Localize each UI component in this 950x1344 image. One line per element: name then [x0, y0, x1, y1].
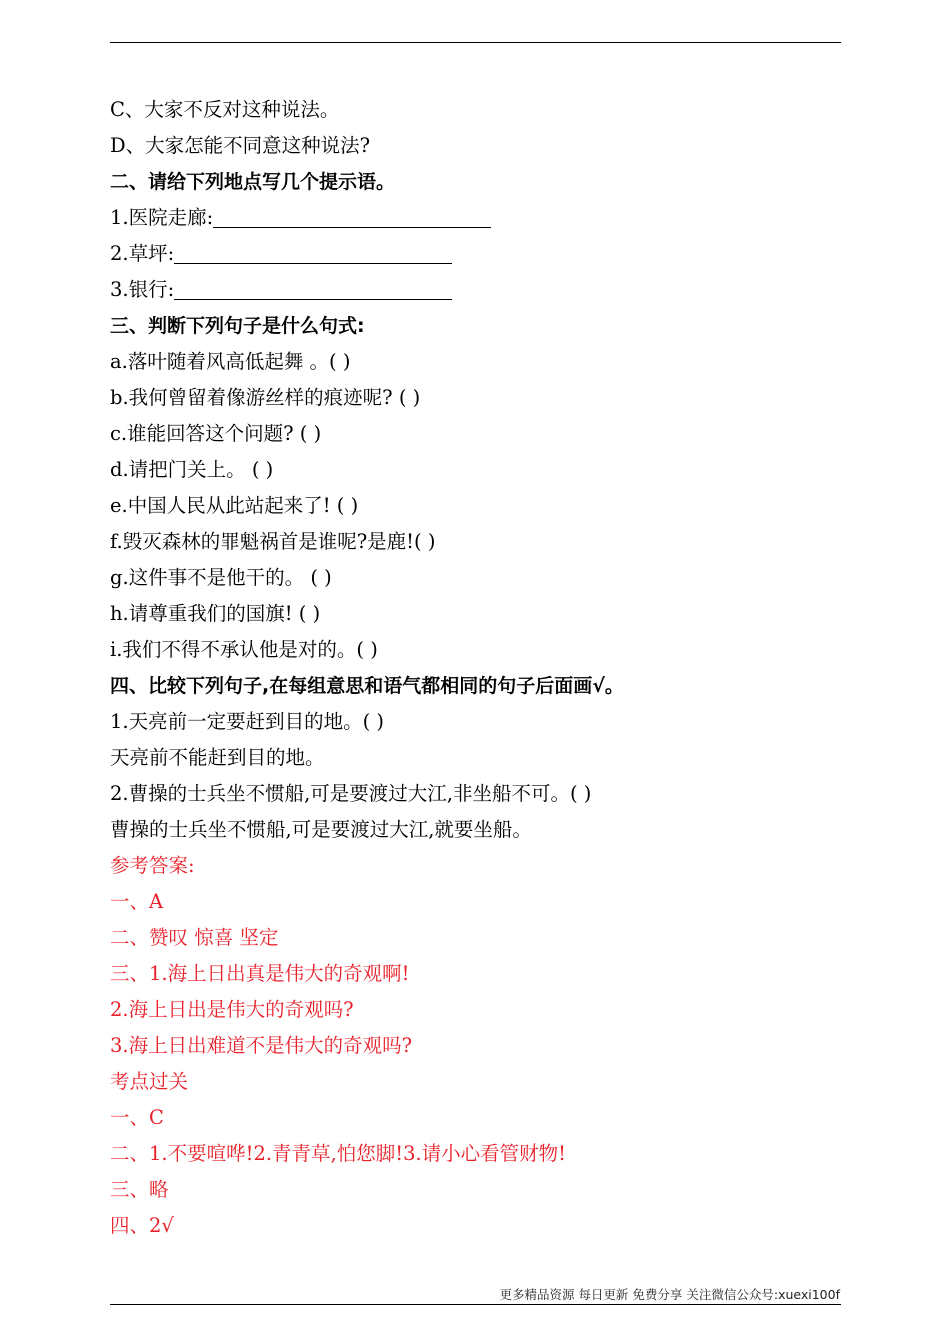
s2-item-3: [110, 272, 850, 308]
s2-item-label: 1.医院走廊:: [110, 206, 214, 229]
answer-line: 三、1.海上日出真是伟大的奇观啊!: [110, 962, 410, 985]
answer-line: 二、1.不要喧哗!2.青青草,怕您脚!3.请小心看管财物!: [110, 1142, 567, 1165]
header-rule: [110, 42, 841, 43]
option-c: C、大家不反对这种说法。: [110, 98, 340, 121]
s3-item-f: f.毁灭森林的罪魁祸首是谁呢?是鹿!( ): [110, 530, 436, 553]
s3-item-e: e.中国人民从此站起来了! ( ): [110, 494, 359, 517]
answer-blank[interactable]: [213, 227, 491, 228]
s3-item-b: b.我何曾留着像游丝样的痕迹呢? ( ): [110, 386, 421, 409]
s3-item-c: c.谁能回答这个问题? ( ): [110, 422, 322, 445]
answer-line: 二、赞叹 惊喜 坚定: [110, 926, 279, 949]
s4-item-2: 2.曹操的士兵坐不惯船,可是要渡过大江,非坐船不可。( ): [110, 782, 592, 805]
s3-item-i: i.我们不得不承认他是对的。( ): [110, 638, 378, 661]
s3-item-d: d.请把门关上。 ( ): [110, 458, 274, 481]
answer-line: 一、A: [110, 890, 164, 913]
s3-item-h: h.请尊重我们的国旗! ( ): [110, 602, 321, 625]
s2-item-2: [110, 236, 850, 272]
answer-line: 三、略: [110, 1178, 169, 1201]
answer-line: 一、C: [110, 1106, 164, 1129]
s4-item-1b: 天亮前不能赶到目的地。: [110, 746, 325, 769]
answers-heading: 参考答案:: [110, 854, 195, 877]
s4-item-2b: 曹操的士兵坐不惯船,可是要渡过大江,就要坐船。: [110, 818, 532, 841]
footer-rule: [110, 1304, 841, 1305]
answer-blank[interactable]: [174, 299, 452, 300]
s3-item-g: g.这件事不是他干的。 ( ): [110, 566, 332, 589]
section-3-title: 三、判断下列句子是什么句式:: [110, 315, 365, 337]
option-d: D、大家怎能不同意这种说法?: [110, 134, 371, 157]
section-2-title: 二、请给下列地点写几个提示语。: [110, 171, 396, 193]
s2-item-label: 3.银行:: [110, 278, 175, 301]
answers-subheading: 考点过关: [110, 1070, 189, 1093]
s2-item-1: [110, 200, 850, 236]
answer-line: 2.海上日出是伟大的奇观吗?: [110, 998, 354, 1021]
s3-item-a: a.落叶随着风高低起舞 。( ): [110, 350, 351, 373]
answer-line: 四、2√: [110, 1214, 174, 1237]
s2-item-label: 2.草坪:: [110, 242, 175, 265]
s4-item-1: 1.天亮前一定要赶到目的地。( ): [110, 710, 385, 733]
section-4-title: 四、比较下列句子,在每组意思和语气都相同的句子后面画√。: [110, 675, 624, 697]
document-body: [110, 92, 850, 1244]
footer-promo: 更多精品资源 每日更新 免费分享 关注微信公众号:xuexi100f: [499, 1287, 840, 1302]
answer-line: 3.海上日出难道不是伟大的奇观吗?: [110, 1034, 413, 1057]
answer-blank[interactable]: [174, 263, 452, 264]
